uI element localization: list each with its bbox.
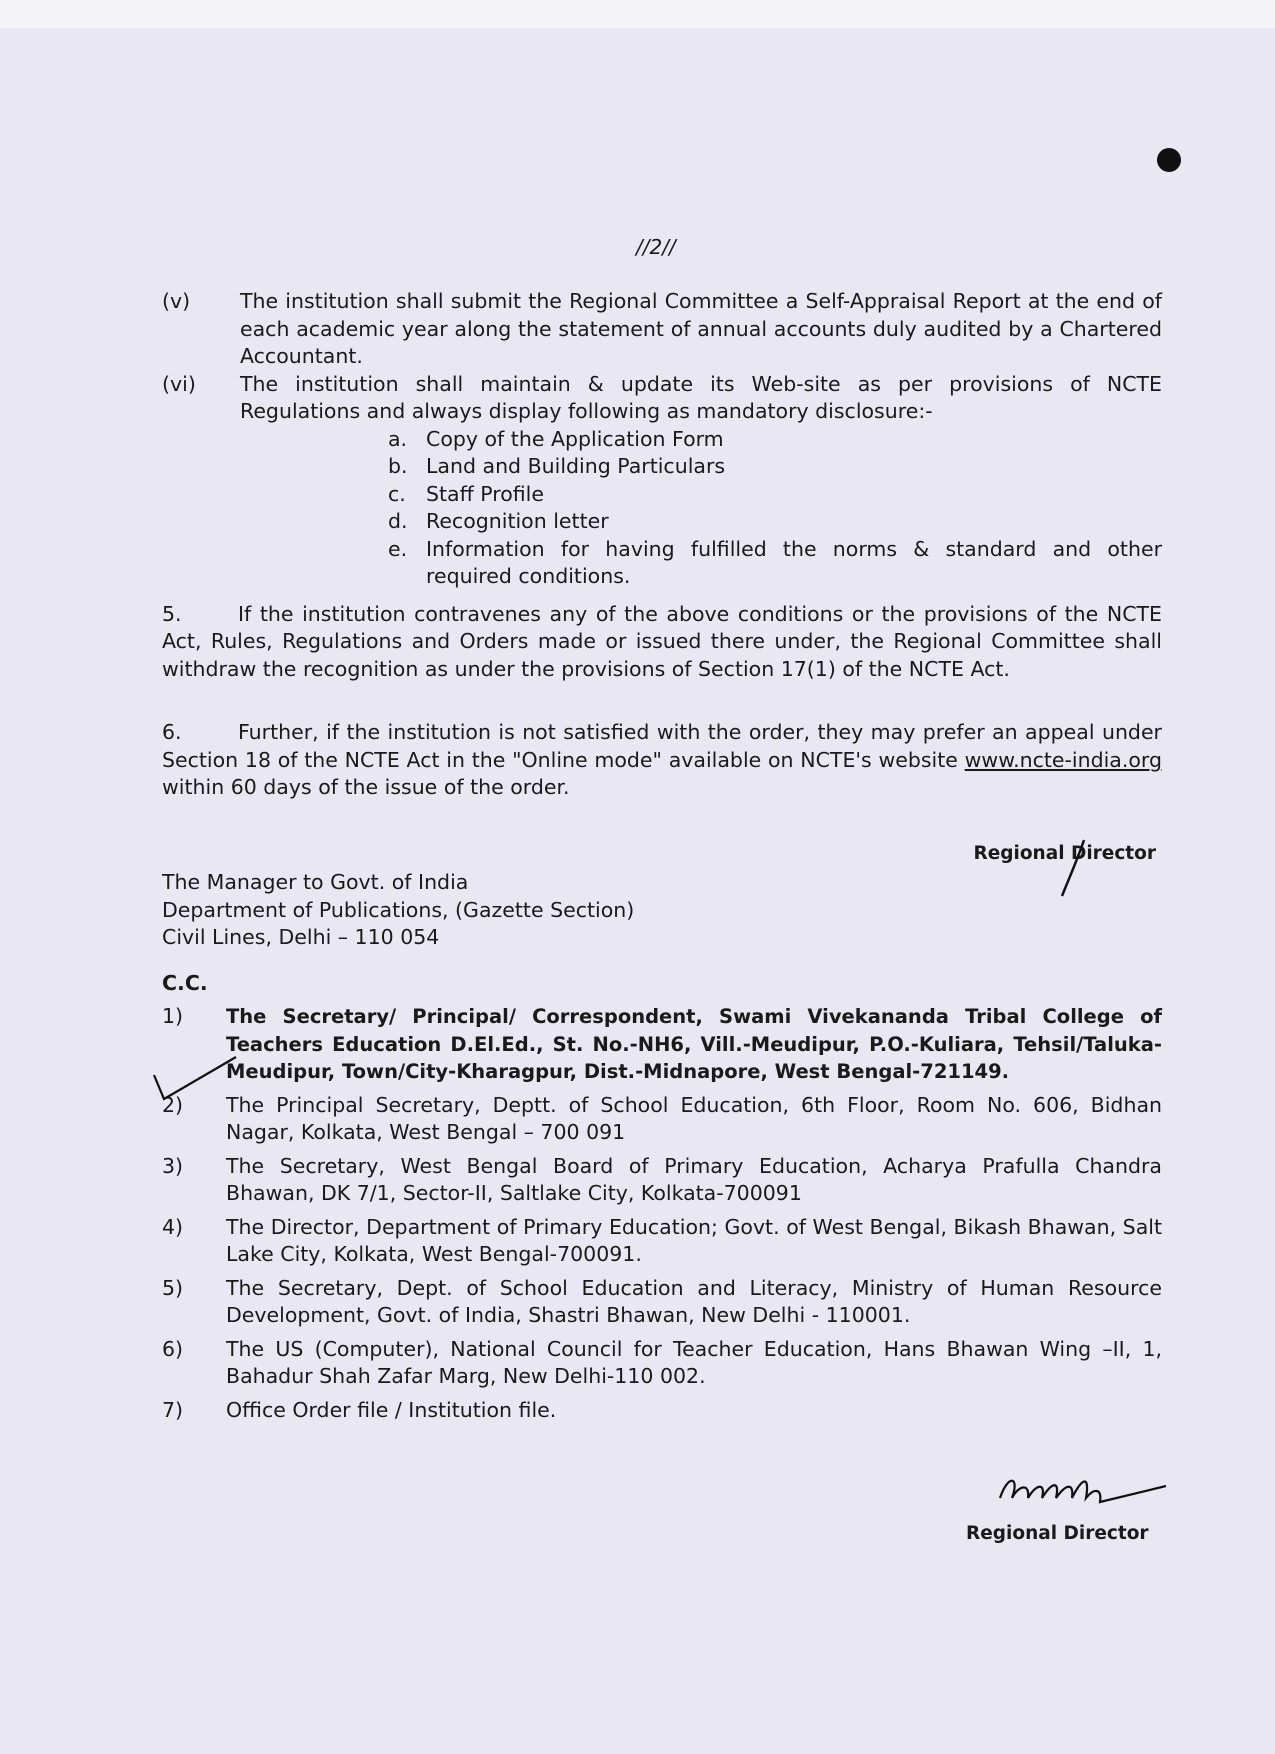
list-letter: a. — [388, 426, 408, 451]
cc-item — [162, 1003, 1162, 1086]
paragraph-text: If the institution contravenes any of the above conditions or the provisions of the NCTE Act, Rules, Regulations and Orders made or issued there under, the Regional Committee shall withdraw the recognition as under the provisions of Section 17(1) of the NCTE Act. — [162, 601, 1162, 681]
list-letter: e. — [388, 536, 408, 561]
list-letter: d. — [388, 509, 408, 533]
addressee-line: The Manager to Govt. of India — [162, 870, 469, 894]
cc-text: The Director, Department of Primary Education; Govt. of West Bengal, Bikash Bhawan, Salt Lake City, Kolkata, West Bengal-700091. — [226, 1214, 1162, 1266]
paragraph-6 — [162, 719, 1162, 802]
cc-item — [162, 1397, 1162, 1425]
condition-text: The institution shall maintain & update its Web-site as per provisions of NCTE Regulations and always display following as mandatory disclosure:- — [240, 371, 1162, 423]
condition-text: The institution shall submit the Regional Committee a Self-Appraisal Report at the end of each academic year along the statement of annual accounts duly audited by a Chartered Accountant. — [240, 289, 1162, 368]
cc-text: The Secretary, Dept. of School Education and Literacy, Ministry of Human Resource Development, Govt. of India, Shastri Bhawan, New Delhi - 110001. — [226, 1275, 1162, 1327]
cc-item — [162, 1275, 1162, 1330]
condition-number: (vi) — [162, 371, 196, 396]
list-text: Land and Building Particulars — [426, 454, 726, 478]
list-letter: b. — [388, 454, 408, 478]
website-link[interactable]: www.ncte-india.org — [964, 747, 1162, 772]
cc-number: 1) — [162, 1004, 184, 1028]
page-top-edge — [0, 0, 1275, 28]
addressee-line: Civil Lines, Delhi – 110 054 — [162, 925, 440, 949]
punch-hole — [1157, 148, 1181, 172]
page-number-marker: //2// — [636, 235, 676, 259]
signatory-block-2 — [966, 1523, 1149, 1544]
list-text: Information for having fulfilled the norms & standard and other required conditions. — [426, 536, 1162, 588]
cc-text: The Principal Secretary, Deptt. of School Education, 6th Floor, Room No. 606, Bidhan Nagar, Kolkata, West Bengal – 700 091 — [226, 1092, 1162, 1144]
cc-item — [162, 1092, 1162, 1147]
paragraph-5 — [162, 601, 1162, 684]
handwritten-tick-mark — [150, 1055, 240, 1105]
addressee-line: Department of Publications, (Gazette Section) — [162, 897, 635, 922]
cc-text: The US (Computer), National Council for Teacher Education, Hans Bhawan Wing –II, 1, Bahadur Shah Zafar Marg, New Delhi-110 002. — [226, 1336, 1162, 1388]
list-letter: c. — [388, 481, 406, 506]
condition-item — [162, 371, 1162, 426]
addressee-block — [162, 869, 1162, 952]
cc-number: 2) — [162, 1092, 184, 1117]
list-item — [388, 481, 1162, 509]
paragraph-number: 5. — [162, 601, 182, 626]
cc-number: 7) — [162, 1397, 184, 1422]
cc-number: 6) — [162, 1336, 184, 1361]
signatory-title: Regional Director — [973, 842, 1156, 864]
cc-item — [162, 1336, 1162, 1391]
list-text: Staff Profile — [426, 481, 544, 506]
cc-list — [162, 1003, 1162, 1424]
cc-number: 4) — [162, 1214, 184, 1239]
cc-item — [162, 1214, 1162, 1269]
paragraph-number: 6. — [162, 720, 182, 744]
list-item — [388, 453, 1162, 481]
cc-text: The Secretary, West Bengal Board of Primary Education, Acharya Prafulla Chandra Bhawan, DK 7/1, Sector-II, Saltlake City, Kolkata-700091 — [226, 1153, 1162, 1205]
paragraph-text-end: within 60 days of the issue of the order. — [162, 775, 570, 799]
cc-text: Office Order file / Institution file. — [226, 1397, 557, 1422]
list-item — [388, 508, 1162, 536]
cc-text: The Secretary/ Principal/ Correspondent, Swami Vivekananda Tribal College of Teachers Education D.El.Ed., St. No.-NH6, Vill.-Meudipur, P.O.-Kuliara, Tehsil/Taluka-Meudipur, Town/City-Kharagpur, Dist.-Midnapore, West Bengal-721149. — [226, 1005, 1162, 1083]
cc-number: 5) — [162, 1275, 184, 1300]
list-text: Recognition letter — [426, 509, 609, 533]
list-item — [388, 426, 1162, 454]
paragraph-text: Further, if the institution is not satisfied with the order, they may prefer an appeal under Section 18 of the NCTE Act in the "Online mode" available on NCTE's website — [162, 720, 1162, 772]
cc-number: 3) — [162, 1153, 184, 1178]
cc-heading: C.C. — [162, 970, 208, 995]
condition-item — [162, 288, 1162, 371]
disclosure-list — [388, 426, 1162, 591]
document-body — [162, 288, 1162, 1430]
condition-number: (v) — [162, 289, 191, 313]
list-item — [388, 536, 1162, 591]
signatory-title: Regional Director — [966, 1523, 1149, 1544]
handwritten-signature — [990, 1468, 1170, 1518]
list-text: Copy of the Application Form — [426, 426, 724, 451]
handwritten-slash-mark — [1058, 838, 1088, 898]
cc-item — [162, 1153, 1162, 1208]
